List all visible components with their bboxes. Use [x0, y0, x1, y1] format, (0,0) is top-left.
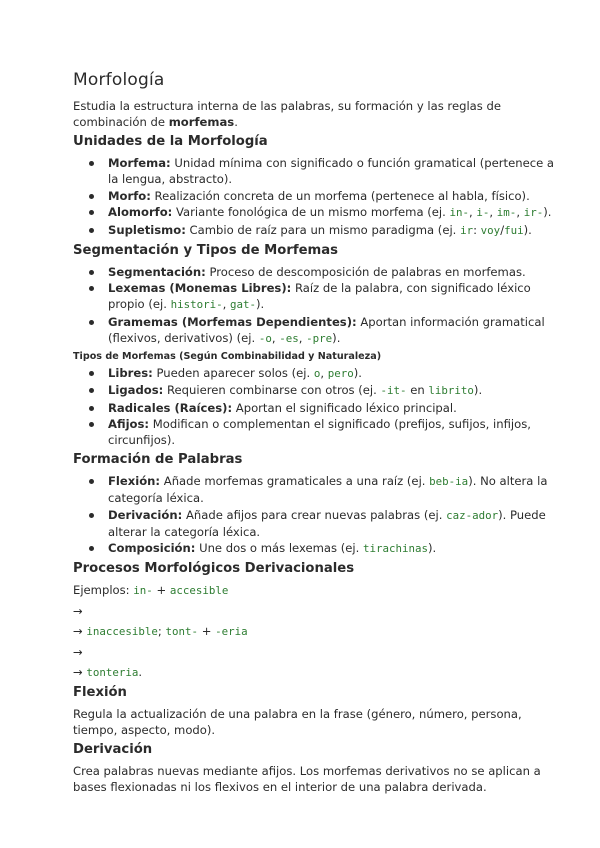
- list-item-text: Aportan información gramatical (flexivos, derivativos) (ej.: [108, 314, 545, 345]
- list-item-text: ).: [353, 365, 362, 380]
- list-item-text: ). No altera la categoría léxica.: [108, 474, 548, 505]
- example-base-tont: tont-: [165, 625, 199, 638]
- intro-text: Estudia la estructura interna de las palabras, su formación y las reglas de combinación de: [73, 99, 501, 129]
- code-fragment: voy: [480, 223, 501, 237]
- units-heading: Unidades de la Morfología: [73, 134, 268, 149]
- flexion-text: Regula la actualización de una palabra en la frase (género, número, persona, tiempo, aspecto, modo).: [73, 707, 522, 737]
- list-item-term: Lexemas (Monemas Libres):: [108, 281, 292, 295]
- list-item-text: :: [473, 222, 481, 237]
- list-item-text: Realización concreta de un morfema (pertenece al habla, físico).: [150, 188, 530, 203]
- list-item-text: Une dos o más lexemas (ej.: [195, 541, 363, 555]
- list-item-text: ).: [428, 541, 437, 555]
- list-item-text: ).: [523, 222, 532, 237]
- list-item-text: ,: [320, 365, 328, 380]
- list-item-term: Flexión:: [108, 474, 161, 488]
- list-item-text: ).: [543, 205, 552, 219]
- code-fragment: in-: [449, 206, 470, 219]
- types-heading: Tipos de Morfemas (Según Combinabilidad y Naturaleza): [73, 350, 382, 362]
- arrow-line-1: [73, 603, 560, 619]
- list-item: [73, 204, 560, 221]
- list-item: [73, 280, 560, 313]
- period: .: [138, 665, 143, 679]
- list-item: [73, 540, 560, 557]
- list-item: [73, 188, 560, 204]
- code-fragment: ir: [460, 223, 474, 237]
- arrow-line-2: [73, 644, 560, 660]
- list-item: [73, 314, 560, 347]
- list-item: [73, 473, 560, 506]
- list-item-text: ).: [473, 383, 483, 397]
- list-item: [73, 222, 560, 239]
- intro-end: .: [234, 115, 238, 129]
- derivacion-heading: Derivación: [73, 742, 153, 757]
- result-inaccesible: inaccesible: [86, 625, 158, 638]
- list-item-text: ,: [469, 205, 477, 219]
- list-item-term: Segmentación:: [108, 264, 206, 279]
- example-base-accesible: accesible: [169, 584, 229, 597]
- list-item-text: Añade morfemas gramaticales a una raíz (ej.: [160, 474, 430, 488]
- list-item-text: ). Puede alterar la categoría léxica.: [108, 507, 546, 539]
- examples-label: Ejemplos:: [73, 583, 134, 597]
- list-item-term: Supletismo:: [108, 222, 186, 237]
- list-item-term: Alomorfo:: [108, 205, 173, 219]
- list-item-text: Proceso de descomposición de palabras en morfemas.: [205, 264, 526, 279]
- intro-paragraph: [73, 98, 560, 130]
- list-item-term: Derivación:: [108, 507, 183, 522]
- result-line-1: [73, 623, 560, 640]
- result-line-2: [73, 664, 560, 681]
- list-item-text: ,: [489, 205, 497, 219]
- code-fragment: gat-: [229, 298, 256, 311]
- code-fragment: fui: [504, 223, 524, 237]
- formation-heading: Formación de Palabras: [73, 452, 243, 467]
- list-item: [73, 155, 560, 187]
- list-item: [73, 264, 560, 280]
- separator: ;: [157, 624, 166, 638]
- code-fragment: beb-ia: [429, 475, 469, 488]
- formation-list: [73, 473, 560, 557]
- list-item-text: Modifican o complementan el significado (prefijos, sufijos, infijos, circunfijos).: [108, 417, 531, 447]
- code-fragment: pero: [327, 366, 354, 380]
- code-fragment: -o: [258, 331, 272, 345]
- list-item-term: Morfema:: [108, 156, 171, 170]
- list-item-term: Libres:: [108, 365, 153, 380]
- examples-line: [73, 582, 560, 599]
- code-fragment: o: [313, 366, 321, 380]
- list-item-term: Ligados:: [108, 383, 164, 397]
- list-item-text: ).: [332, 330, 341, 345]
- list-item: [73, 507, 560, 540]
- flexion-heading: Flexión: [73, 685, 127, 700]
- list-item-text: Añade afijos para crear nuevas palabras (ej.: [182, 507, 447, 522]
- code-fragment: histori-: [170, 298, 223, 311]
- code-fragment: -it-: [380, 384, 407, 397]
- list-item-text: Requieren combinarse con otros (ej.: [163, 383, 381, 397]
- list-item-text: /: [500, 222, 505, 237]
- list-item-text: ).: [255, 297, 265, 311]
- list-item-term: Morfo:: [108, 188, 151, 203]
- segmentation-heading: Segmentación y Tipos de Morfemas: [73, 242, 339, 258]
- list-item-term: Afijos:: [108, 417, 150, 431]
- arrow-icon: →: [73, 645, 83, 659]
- code-fragment: ir-: [523, 206, 544, 219]
- list-item-text: Pueden aparecer solos (ej.: [152, 365, 314, 380]
- list-item-text: Variante fonológica de un mismo morfema (ej.: [172, 205, 450, 219]
- code-fragment: librito: [428, 384, 474, 397]
- list-item-term: Radicales (Raíces):: [108, 400, 233, 415]
- result-tonteria: tonteria: [86, 666, 139, 679]
- arrow-icon: →: [73, 665, 83, 679]
- segmentation-list: [73, 264, 560, 347]
- list-item-text: en: [406, 383, 429, 397]
- list-item-text: ,: [516, 205, 524, 219]
- arrow-icon: →: [73, 624, 83, 638]
- plus-sign: +: [198, 624, 216, 638]
- page-title: Morfología: [73, 70, 165, 90]
- processes-heading: Procesos Morfológicos Derivacionales: [73, 561, 355, 576]
- code-fragment: -pre: [306, 331, 333, 345]
- example-prefix-in: in-: [133, 584, 153, 597]
- list-item-term: Composición:: [108, 541, 196, 555]
- list-item-text: ,: [298, 330, 307, 345]
- plus-sign: +: [152, 583, 170, 597]
- list-item-text: Aportan el significado léxico principal.: [232, 400, 457, 415]
- list-item-text: ,: [271, 330, 280, 345]
- units-list: [73, 155, 560, 239]
- list-item-text: Raíz de la palabra, con significado léxico propio (ej.: [108, 281, 531, 311]
- list-item: [73, 382, 560, 399]
- example-suffix-eria: -eria: [215, 625, 248, 638]
- types-list: [73, 365, 560, 449]
- code-fragment: im-: [496, 206, 517, 219]
- list-item: [73, 365, 560, 382]
- list-item: [73, 400, 560, 416]
- list-item-text: Cambio de raíz para un mismo paradigma (ej.: [185, 222, 461, 237]
- derivacion-text: Crea palabras nuevas mediante afijos. Los morfemas derivativos no se aplican a bases flexionadas ni los flexivos en el interior de una palabra derivada.: [73, 764, 541, 794]
- arrow-icon: →: [73, 604, 83, 618]
- list-item: [73, 416, 560, 448]
- intro-bold: morfemas: [168, 115, 235, 129]
- code-fragment: caz-ador: [446, 508, 499, 522]
- code-fragment: -es: [279, 331, 299, 345]
- list-item-text: Unidad mínima con significado o función gramatical (pertenece a la lengua, abstracto).: [108, 156, 554, 186]
- code-fragment: tirachinas: [362, 542, 428, 555]
- code-fragment: i-: [476, 206, 490, 219]
- list-item-term: Gramemas (Morfemas Dependientes):: [108, 314, 357, 329]
- list-item-text: ,: [222, 297, 230, 311]
